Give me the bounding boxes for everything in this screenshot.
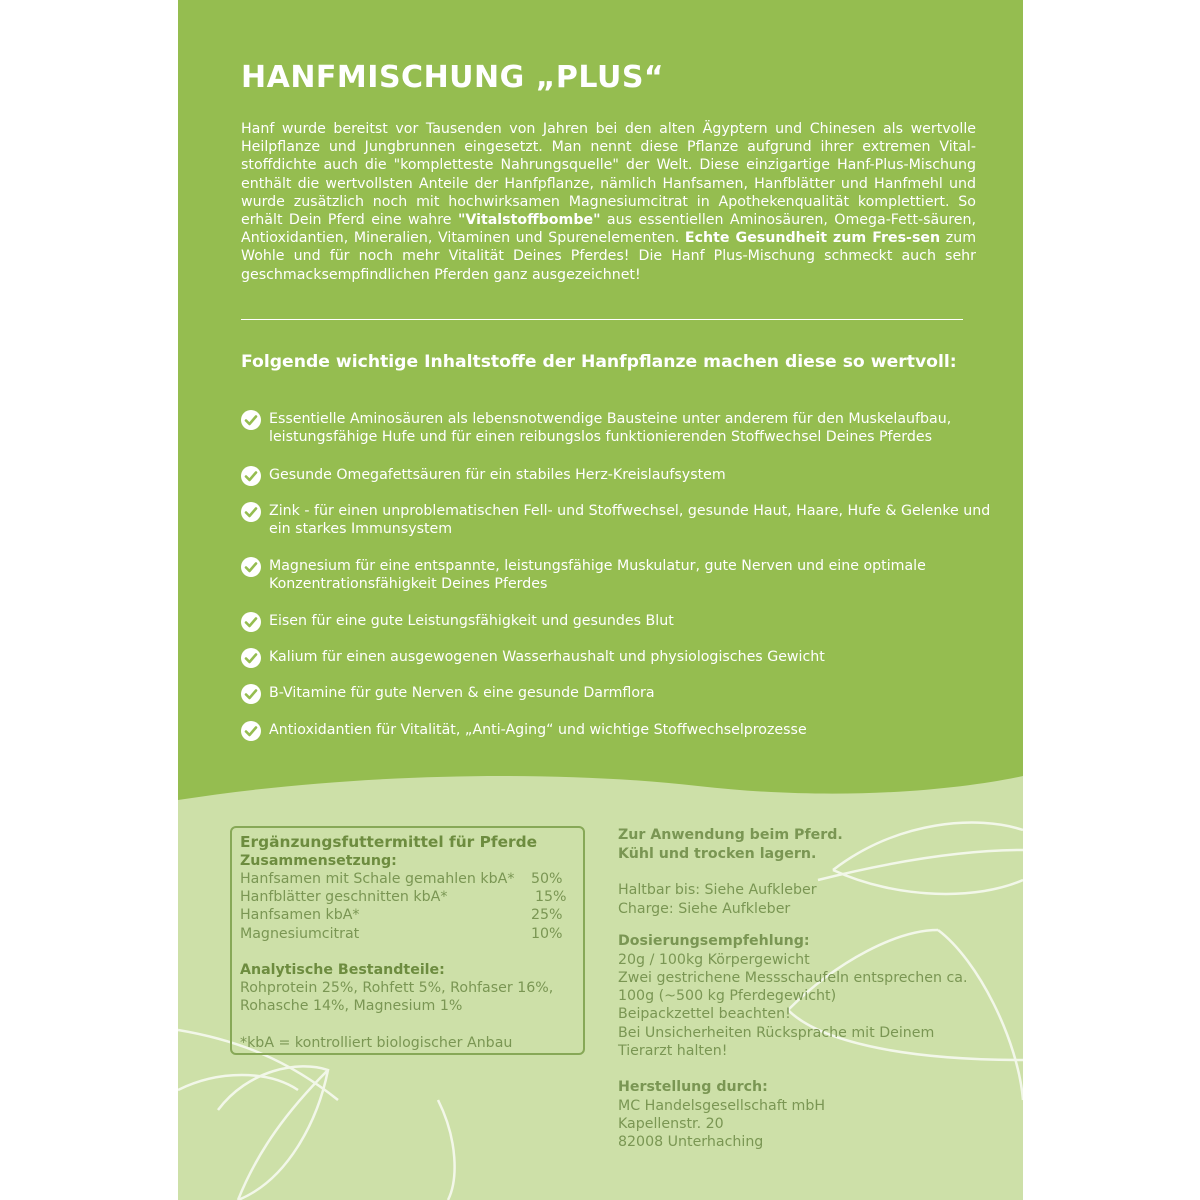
ingredient-pct: 25% [531, 907, 563, 923]
check-circle-icon [241, 502, 261, 522]
intro-bold-1: "Vitalstoffbombe" [457, 212, 601, 229]
benefit-item [241, 502, 1001, 538]
ingredient-pct: 10% [531, 926, 563, 942]
composition-subheading: Zusammensetzung: [240, 853, 397, 869]
manufacturer-line: MC Handelsgesellschaft mbH [618, 1098, 826, 1114]
analytic-heading: Analytische Bestandteile: [240, 962, 445, 978]
benefit-text: Magnesium für eine entspannte, leistungsfähige Muskulatur, gute Nerven und eine optimale Konzentrationsfähigkeit Deines Pferdes [269, 558, 926, 593]
benefit-text: Eisen für eine gute Leistungsfähigkeit und gesundes Blut [269, 613, 674, 629]
divider [241, 319, 963, 320]
analytic-line: Rohasche 14%, Magnesium 1% [240, 998, 463, 1014]
ingredient-name: Magnesiumcitrat [240, 926, 360, 942]
ingredient-pct: 50% [531, 871, 563, 887]
storage-line: Kühl und trocken lagern. [618, 846, 817, 862]
benefit-item [241, 684, 1001, 704]
check-circle-icon [241, 466, 261, 486]
usage-line: Zur Anwendung beim Pferd. [618, 827, 843, 843]
benefit-item [241, 466, 1001, 486]
benefits-heading: Folgende wichtige Inhaltstoffe der Hanfpflanze machen diese so wertvoll: [241, 352, 957, 372]
benefit-text: B-Vitamine für gute Nerven & eine gesunde Darmflora [269, 685, 655, 701]
check-circle-icon [241, 721, 261, 741]
dosage-line: Tierarzt halten! [618, 1043, 728, 1059]
benefit-text: Kalium für einen ausgewogenen Wasserhaushalt und physiologisches Gewicht [269, 649, 825, 665]
page-title: HANFMISCHUNG „PLUS“ [241, 60, 665, 95]
benefit-text: Gesunde Omegafettsäuren für ein stabiles Herz-Kreislaufsystem [269, 467, 726, 483]
intro-text-3: zum Wohle und für noch mehr Vitalität Deines Pferdes! Die Hanf Plus-Mischung schmeckt auch sehr geschmacksempfindlichen Pferden ganz ausgezeichnet! [241, 230, 977, 283]
benefit-text: Essentielle Aminosäuren als lebensnotwendige Bausteine unter anderem für den Muskelaufbau, leistungsfähige Hufe und für einen reibungslos funktionierenden Stoffwechsel Deines Pferdes [269, 411, 952, 446]
intro-text-1: Hanf wurde bereitst vor Tausenden von Jahren bei den alten Ägyptern und Chinesen als wertvolle Heilpflanze und Jungbrunnen eingesetzt. Man nennt diese Pflanze aufgrund ihrer extremen Vital-stoffdichte auch die "kompletteste Nahrungsquelle" der Welt. Diese einzigartige Hanf-Plus-Mischung enthält die wertvollsten Anteile der Hanfpflanze, nämlich Hanfsamen, Hanfblätter und Hanfmehl und wurde zusätzlich noch mit hochwirksamen Magnesiumcitrat in Apothekenqualität komplettiert. So erhält Dein Pferd eine wahre [241, 121, 976, 229]
benefit-text: Zink - für einen unproblematischen Fell- und Stoffwechsel, gesunde Haut, Haare, Hufe & Gelenke und ein starkes Immunsystem [269, 503, 991, 538]
label-panel [178, 0, 1023, 1200]
ingredient-name: Hanfsamen kbA* [240, 907, 360, 923]
benefit-item [241, 648, 1001, 668]
check-circle-icon [241, 410, 261, 430]
benefit-item [241, 410, 1001, 446]
batch-number: Charge: Siehe Aufkleber [618, 901, 791, 917]
intro-paragraph [241, 120, 976, 284]
intro-text-2: aus essentiellen Aminosäuren, Omega-Fett-säuren, Antioxidantien, Mineralien, Vitaminen und Spurenelementen. [241, 212, 976, 247]
footnote: *kbA = kontrolliert biologischer Anbau [240, 1035, 513, 1051]
dosage-line: Zwei gestrichene Messschaufeln entsprechen ca. [618, 970, 968, 986]
benefit-text: Antioxidantien für Vitalität, „Anti-Aging“ und wichtige Stoffwechselprozesse [269, 722, 807, 738]
dosage-line: Bei Unsicherheiten Rücksprache mit Deinem [618, 1025, 935, 1041]
analytic-line: Rohprotein 25%, Rohfett 5%, Rohfaser 16%, [240, 980, 554, 996]
benefit-item [241, 557, 1001, 593]
benefit-item [241, 612, 1001, 632]
dosage-line: 20g / 100kg Körpergewicht [618, 952, 810, 968]
manufacturer-line: Kapellenstr. 20 [618, 1116, 724, 1132]
dosage-line: 100g (~500 kg Pferdegewicht) [618, 988, 837, 1004]
dosage-line: Beipackzettel beachten! [618, 1006, 791, 1022]
manufacturer-line: 82008 Unterhaching [618, 1134, 764, 1150]
check-circle-icon [241, 684, 261, 704]
check-circle-icon [241, 557, 261, 577]
check-circle-icon [241, 612, 261, 632]
intro-bold-2: Echte Gesundheit zum Fres-sen [684, 230, 941, 247]
check-circle-icon [241, 648, 261, 668]
benefit-item [241, 721, 1001, 741]
dosage-heading: Dosierungsempfehlung: [618, 933, 810, 949]
ingredient-name: Hanfblätter geschnitten kbA* [240, 889, 448, 905]
composition-heading: Ergänzungsfuttermittel für Pferde [240, 833, 538, 851]
manufacturer-heading: Herstellung durch: [618, 1079, 768, 1095]
ingredient-name: Hanfsamen mit Schale gemahlen kbA* [240, 871, 515, 887]
ingredient-pct: 15% [535, 889, 567, 905]
shelf-life: Haltbar bis: Siehe Aufkleber [618, 882, 817, 898]
